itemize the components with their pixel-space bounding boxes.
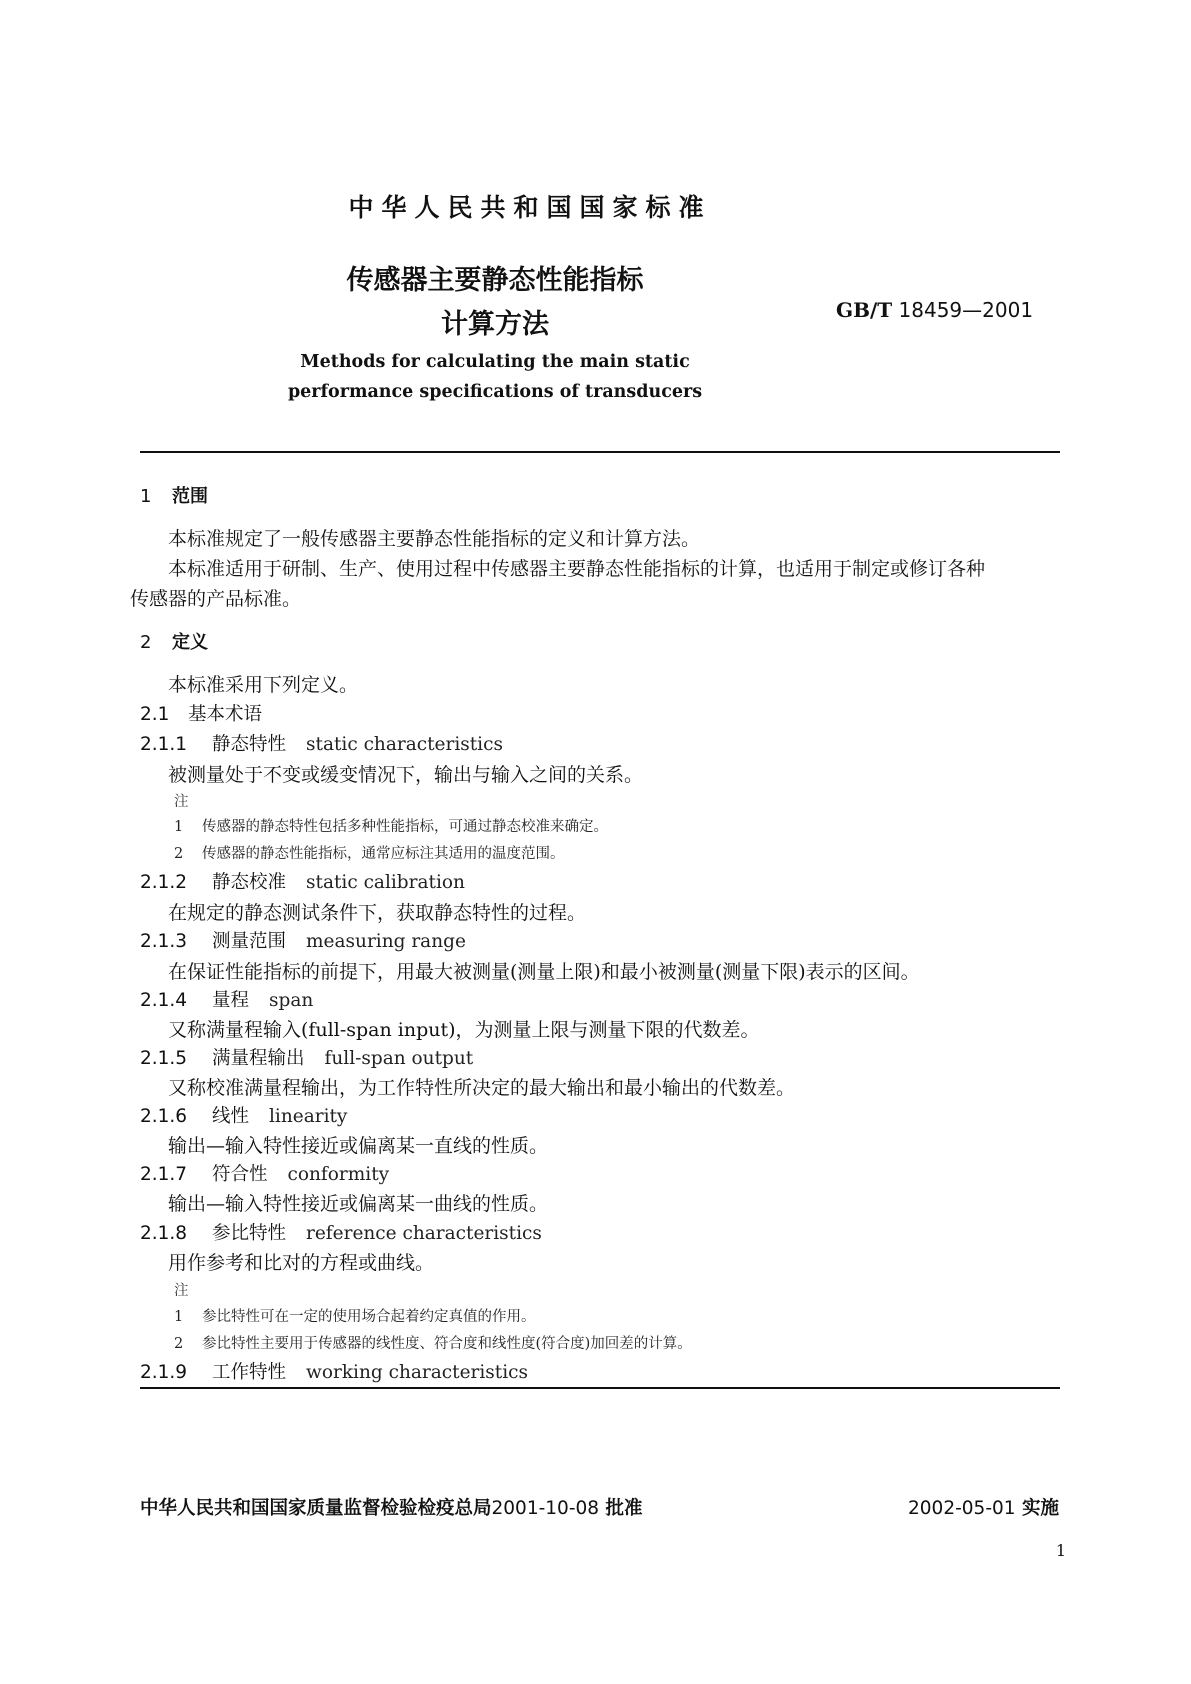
effective-line — [908, 1494, 1059, 1520]
term-number: 2.1.2 — [140, 872, 188, 893]
section-number: 1 — [140, 486, 152, 507]
note-text: 传感器的静态特性包括多种性能指标，可通过静态校准来确定。 — [202, 819, 608, 835]
term-heading — [140, 986, 313, 1012]
note-label: 注 — [174, 1283, 189, 1299]
term-number: 2.1.3 — [140, 931, 188, 952]
approver: 中华人民共和国国家质量监督检验检疫总局 — [140, 1498, 492, 1519]
note-label: 注 — [174, 794, 189, 810]
standard-code — [836, 298, 1033, 322]
term-number: 2.1.5 — [140, 1048, 188, 1069]
term-description: 输出—输入特性接近或偏离某一曲线的性质。 — [168, 1193, 549, 1215]
term-heading — [140, 1219, 542, 1245]
standard-code-number: 18459—2001 — [898, 298, 1034, 322]
term-description: 在保证性能指标的前提下，用最大被测量(测量上限)和最小被测量(测量下限)表示的区间。 — [168, 961, 920, 983]
standard-code-prefix: GB/T — [836, 298, 893, 322]
term-chinese: 符合性 — [212, 1164, 268, 1185]
term-heading — [140, 1102, 347, 1128]
subsection-label: 基本术语 — [188, 704, 263, 725]
section-number: 2 — [140, 632, 152, 653]
term-description: 又称校准满量程输出，为工作特性所决定的最大输出和最小输出的代数差。 — [168, 1077, 796, 1099]
term-description: 被测量处于不变或缓变情况下，输出与输入之间的关系。 — [168, 764, 644, 786]
section-label: 定义 — [172, 632, 208, 653]
effective-word: 实施 — [1021, 1498, 1059, 1519]
note-text: 参比特性主要用于传感器的线性度、符合度和线性度(符合度)加回差的计算。 — [202, 1336, 692, 1352]
term-description: 用作参考和比对的方程或曲线。 — [168, 1252, 435, 1274]
term-english: static calibration — [306, 872, 465, 893]
term-heading — [140, 868, 465, 894]
approve-date: 2001-10-08 — [491, 1498, 600, 1519]
note-text: 传感器的静态性能指标，通常应标注其适用的温度范围。 — [202, 846, 565, 862]
document-title-line2: 计算方法 — [441, 309, 549, 340]
term-heading — [140, 1044, 473, 1070]
note-item — [174, 1305, 536, 1326]
term-english: linearity — [269, 1106, 348, 1127]
national-standard-heading: 中华人民共和国国家标准 — [348, 193, 712, 222]
term-number: 2.1.9 — [140, 1362, 188, 1383]
approve-word: 批准 — [605, 1498, 643, 1519]
term-english: span — [269, 990, 314, 1011]
note-number: 1 — [174, 1309, 184, 1325]
term-number: 2.1.8 — [140, 1223, 188, 1244]
term-english: working characteristics — [306, 1362, 528, 1383]
note-item — [174, 1332, 692, 1353]
definitions-intro: 本标准采用下列定义。 — [168, 674, 359, 696]
term-english: reference characteristics — [306, 1223, 542, 1244]
term-english: static characteristics — [306, 734, 503, 755]
term-chinese: 静态校准 — [212, 872, 287, 893]
term-chinese: 工作特性 — [212, 1362, 287, 1383]
term-heading — [140, 730, 503, 756]
scope-paragraph-2-line1: 本标准适用于研制、生产、使用过程中传感器主要静态性能指标的计算，也适用于制定或修订各种 — [168, 558, 986, 580]
note-number: 1 — [174, 819, 184, 835]
approval-line — [140, 1494, 643, 1520]
note-item — [174, 815, 608, 836]
page-number: 1 — [1055, 1541, 1066, 1560]
term-number: 2.1.1 — [140, 734, 188, 755]
term-chinese: 线性 — [212, 1106, 250, 1127]
note-item — [174, 842, 565, 863]
subsection-number: 2.1 — [140, 704, 170, 725]
term-description: 输出—输入特性接近或偏离某一直线的性质。 — [168, 1135, 549, 1157]
term-number: 2.1.6 — [140, 1106, 188, 1127]
term-heading — [140, 1160, 389, 1186]
term-chinese: 静态特性 — [212, 734, 287, 755]
term-heading — [140, 1358, 528, 1384]
section-1-heading — [140, 482, 208, 508]
note-number: 2 — [174, 846, 184, 862]
section-2-heading — [140, 628, 208, 654]
term-english: measuring range — [306, 931, 466, 952]
term-heading — [140, 927, 466, 953]
term-chinese: 参比特性 — [212, 1223, 287, 1244]
subsection-2-1-heading — [140, 700, 262, 726]
footer-rule — [140, 1387, 1060, 1389]
english-title-line1: Methods for calculating the main static — [300, 352, 690, 372]
header-rule — [140, 451, 1060, 453]
term-number: 2.1.7 — [140, 1164, 188, 1185]
term-english: conformity — [287, 1164, 390, 1185]
term-number: 2.1.4 — [140, 990, 188, 1011]
term-description: 又称满量程输入(full-span input)，为测量上限与测量下限的代数差。 — [168, 1019, 760, 1041]
term-english: full-span output — [324, 1048, 474, 1069]
scope-paragraph-1: 本标准规定了一般传感器主要静态性能指标的定义和计算方法。 — [168, 528, 701, 550]
term-chinese: 量程 — [212, 990, 250, 1011]
note-text: 参比特性可在一定的使用场合起着约定真值的作用。 — [202, 1309, 536, 1325]
note-number: 2 — [174, 1336, 184, 1352]
term-chinese: 满量程输出 — [212, 1048, 305, 1069]
term-description: 在规定的静态测试条件下，获取静态特性的过程。 — [168, 902, 587, 924]
term-chinese: 测量范围 — [212, 931, 287, 952]
section-label: 范围 — [172, 486, 208, 507]
scope-paragraph-2-line2: 传感器的产品标准。 — [130, 588, 302, 610]
document-title-line1: 传感器主要静态性能指标 — [346, 265, 644, 296]
english-title-line2: performance specifications of transducers — [287, 382, 703, 402]
effective-date: 2002-05-01 — [908, 1498, 1016, 1519]
